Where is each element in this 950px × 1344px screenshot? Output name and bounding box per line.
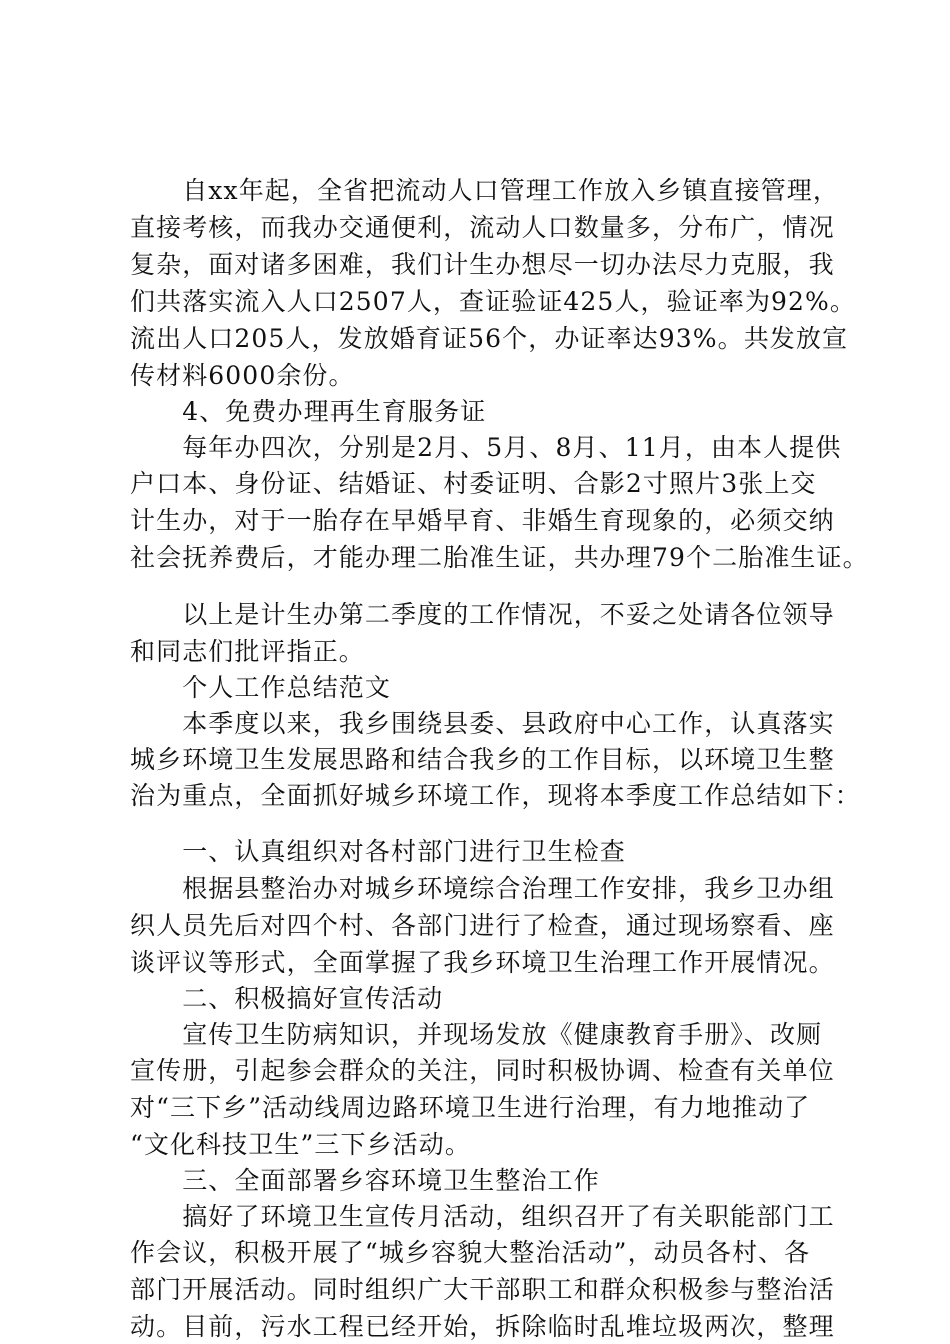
text-line: 们共落实流入人口2507人，查证验证425人，验证率为92%。 xyxy=(130,287,857,316)
text-line: 对“三下乡”活动线周边路环境卫生进行治理，有力地推动了 xyxy=(130,1093,811,1122)
text-line: 自xx年起，全省把流动人口管理工作放入乡镇直接管理， xyxy=(130,176,840,205)
text-line: 搞好了环境卫生宣传月活动，组织召开了有关职能部门工 xyxy=(130,1202,835,1231)
text-line: 社会抚养费后，才能办理二胎准生证，共办理79个二胎准生证。 xyxy=(130,543,869,572)
section-heading: 一、认真组织对各村部门进行卫生检查 xyxy=(130,837,626,866)
text-line: 作会议，积极开展了“城乡容貌大整治活动”，动员各村、各 xyxy=(130,1238,811,1267)
text-line: 和同志们批评指正。 xyxy=(130,637,365,666)
text-line: 织人员先后对四个村、各部门进行了检查，通过现场察看、座 xyxy=(130,911,835,940)
text-line: 本季度以来，我乡围绕县委、县政府中心工作，认真落实 xyxy=(130,709,835,738)
text-line: 宣传册，引起参会群众的关注，同时积极协调、检查有关单位 xyxy=(130,1056,835,1085)
text-line: 宣传卫生防病知识，并现场发放《健康教育手册》、改厕 xyxy=(130,1020,823,1049)
section-heading: 4、免费办理再生育服务证 xyxy=(130,397,487,426)
text-line: 根据县整治办对城乡环境综合治理工作安排，我乡卫办组 xyxy=(130,874,835,903)
text-line: 复杂，面对诸多困难，我们计生办想尽一切办法尽力克服，我 xyxy=(130,250,835,279)
text-line: 每年办四次，分别是2月、5月、8月、11月，由本人提供 xyxy=(130,433,842,462)
text-line: 城乡环境卫生发展思路和结合我乡的工作目标，以环境卫生整 xyxy=(130,745,835,774)
text-line: 部门开展活动。同时组织广大干部职工和群众积极参与整治活 xyxy=(130,1275,835,1304)
section-heading: 个人工作总结范文 xyxy=(130,673,392,702)
section-heading: 三、全面部署乡容环境卫生整治工作 xyxy=(130,1166,600,1195)
text-line: 动。目前，污水工程已经开始，拆除临时乱堆垃圾两次，整理 xyxy=(130,1312,835,1341)
text-line: 计生办，对于一胎存在早婚早育、非婚生育现象的，必须交纳 xyxy=(130,506,835,535)
text-line: 户口本、身份证、结婚证、村委证明、合影2寸照片3张上交 xyxy=(130,469,817,498)
text-line: 治为重点，全面抓好城乡环境工作，现将本季度工作总结如下： xyxy=(130,781,861,810)
text-line: 以上是计生办第二季度的工作情况，不妥之处请各位领导 xyxy=(130,600,835,629)
text-line: 传材料6000余份。 xyxy=(130,361,355,390)
text-line: “文化科技卫生”三下乡活动。 xyxy=(130,1130,471,1159)
section-heading: 二、积极搞好宣传活动 xyxy=(130,984,444,1013)
text-line: 谈评议等形式，全面掌握了我乡环境卫生治理工作开展情况。 xyxy=(130,948,835,977)
text-line: 直接考核，而我办交通便利，流动人口数量多，分布广，情况 xyxy=(130,213,835,242)
text-line: 流出人口205人，发放婚育证56个，办证率达93%。共发放宣 xyxy=(130,324,849,353)
